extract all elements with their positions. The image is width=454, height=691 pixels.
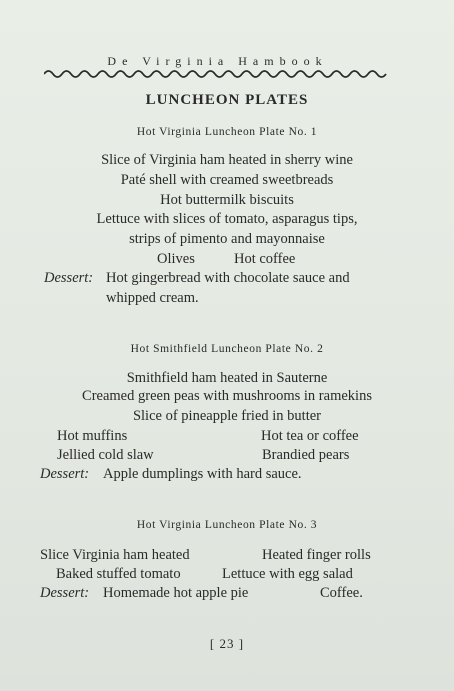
plate-2-title: Hot Smithfield Luncheon Plate No. 2 xyxy=(130,343,324,355)
plate-3-lettuce: Lettuce with egg salad xyxy=(222,566,353,582)
plate-1-dessert-text: Hot gingerbread with chocolate sauce and xyxy=(106,270,350,286)
running-head: De Virginia Hambook xyxy=(107,54,328,68)
plate-2-pears: Brandied pears xyxy=(262,447,350,463)
plate-2-dessert-text: Apple dumplings with hard sauce. xyxy=(103,466,302,482)
page-number: [ 23 ] xyxy=(209,636,245,651)
plate-1-title: Hot Virginia Luncheon Plate No. 1 xyxy=(136,126,318,138)
plate-1-dessert-label: Dessert: xyxy=(44,270,94,286)
plate-1-coffee: Hot coffee xyxy=(234,251,296,267)
plate-3-coffee: Coffee. xyxy=(320,585,363,601)
plate-2-item: Creamed green peas with mushrooms in ramekins xyxy=(82,388,372,404)
plate-2-item: Smithfield ham heated in Sauterne xyxy=(126,370,328,386)
plate-3-rolls: Heated finger rolls xyxy=(262,547,371,563)
plate-1-item: Hot buttermilk biscuits xyxy=(160,192,294,208)
section-title: LUNCHEON PLATES xyxy=(145,92,309,108)
plate-1-item: Slice of Virginia ham heated in sherry wine xyxy=(101,152,353,168)
plate-2-dessert-label: Dessert: xyxy=(40,466,90,482)
plate-1-olives: Olives xyxy=(157,251,195,267)
plate-3-dessert-text: Homemade hot apple pie xyxy=(103,585,249,601)
wavy-rule-divider xyxy=(44,67,390,81)
plate-3-title: Hot Virginia Luncheon Plate No. 3 xyxy=(136,519,318,531)
plate-1-dessert-text-cont: whipped cream. xyxy=(106,290,199,306)
plate-3-dessert-label: Dessert: xyxy=(40,585,90,601)
plate-2-item: Slice of pineapple fried in butter xyxy=(132,408,322,424)
plate-1-item: Paté shell with creamed sweetbreads xyxy=(120,172,334,188)
plate-2-tea: Hot tea or coffee xyxy=(261,428,359,444)
plate-3-ham: Slice Virginia ham heated xyxy=(40,547,190,563)
plate-1-item: strips of pimento and mayonnaise xyxy=(129,231,325,247)
plate-2-slaw: Jellied cold slaw xyxy=(57,447,154,463)
plate-3-tomato: Baked stuffed tomato xyxy=(56,566,181,582)
plate-1-item: Lettuce with slices of tomato, asparagus tips, xyxy=(96,211,358,227)
plate-2-muffins: Hot muffins xyxy=(57,428,128,444)
